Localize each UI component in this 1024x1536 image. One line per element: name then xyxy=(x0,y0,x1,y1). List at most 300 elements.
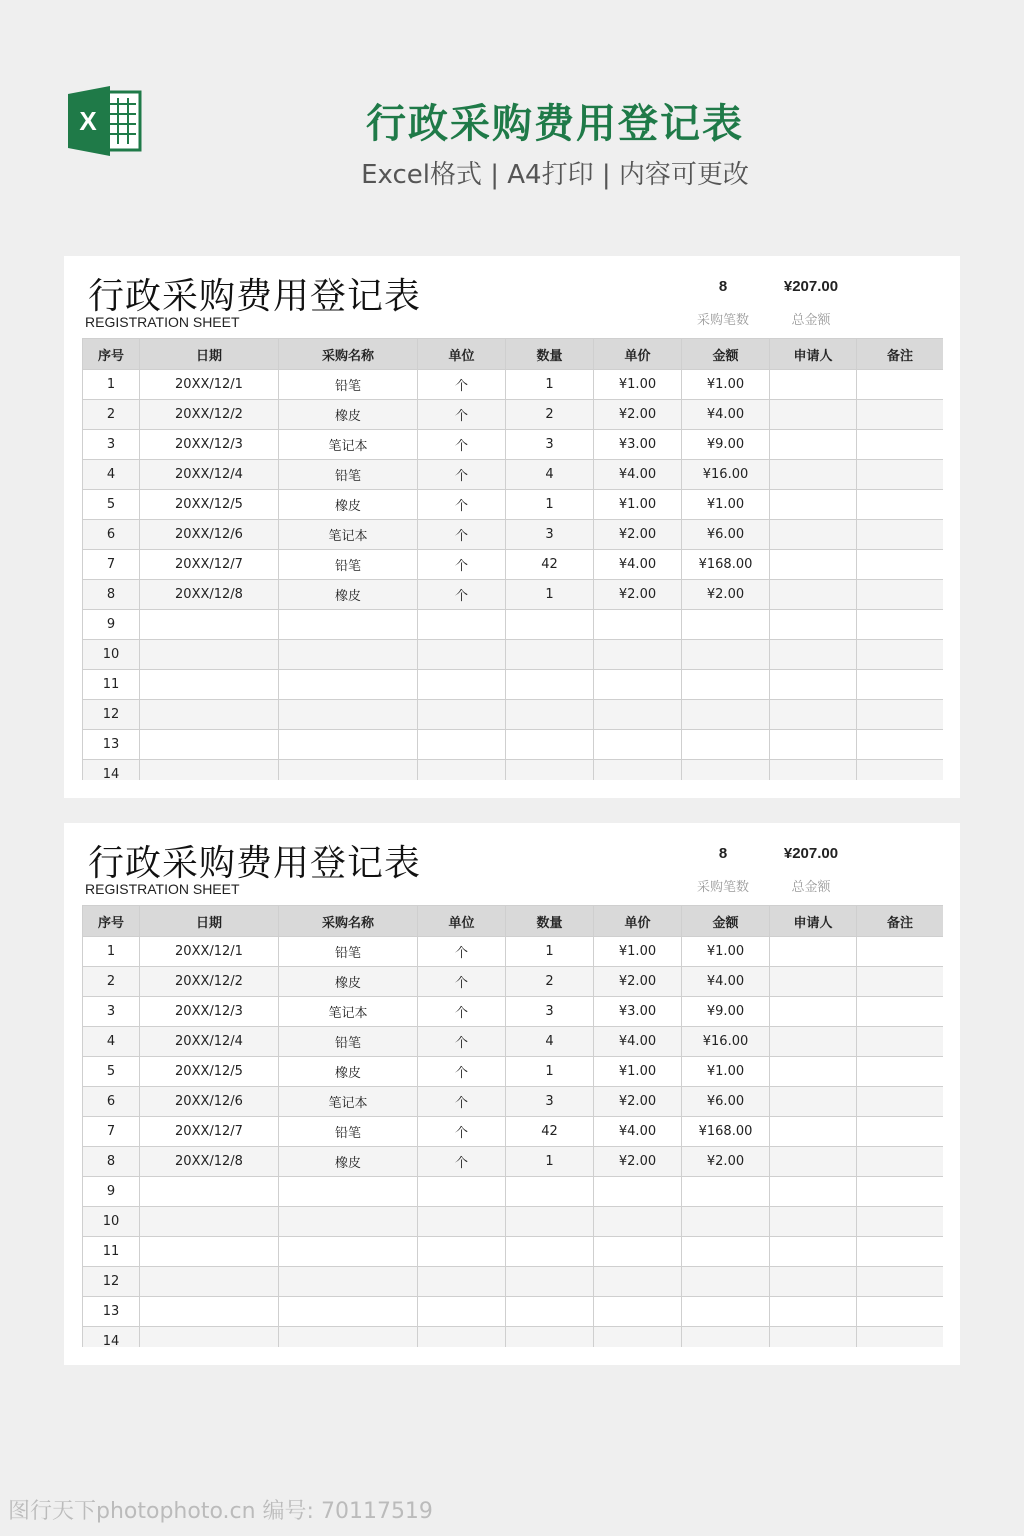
cell-col-applicant[interactable] xyxy=(770,490,857,520)
cell-col-quantity[interactable]: 4 xyxy=(506,460,594,490)
cell-col-item-name[interactable]: 笔记本 xyxy=(279,1087,418,1117)
cell-col-item-name[interactable]: 铅笔 xyxy=(279,1117,418,1147)
cell-col-remark[interactable] xyxy=(857,1297,944,1327)
cell-col-quantity[interactable]: 1 xyxy=(506,937,594,967)
cell-col-remark[interactable] xyxy=(857,640,944,670)
cell-col-amount[interactable]: ¥2.00 xyxy=(682,580,770,610)
cell-col-index[interactable]: 9 xyxy=(83,1177,140,1207)
table-row xyxy=(83,400,944,430)
stat-total-label: 总金额 xyxy=(791,880,831,895)
cell-col-unit-price[interactable]: ¥1.00 xyxy=(594,370,682,400)
cell-col-quantity[interactable] xyxy=(506,640,594,670)
cell-col-quantity[interactable]: 1 xyxy=(506,1147,594,1177)
registration-table xyxy=(82,338,943,780)
cell-col-item-name[interactable] xyxy=(279,700,418,730)
cell-col-amount[interactable] xyxy=(682,730,770,760)
header-col-applicant: 申请人 xyxy=(770,906,857,937)
cell-col-applicant[interactable] xyxy=(770,1237,857,1267)
cell-col-amount[interactable] xyxy=(682,760,770,781)
cell-col-amount[interactable]: ¥168.00 xyxy=(682,550,770,580)
cell-col-quantity[interactable] xyxy=(506,610,594,640)
cell-col-applicant[interactable] xyxy=(770,370,857,400)
cell-col-date[interactable]: 20XX/12/8 xyxy=(140,580,279,610)
cell-col-unit-price[interactable] xyxy=(594,640,682,670)
cell-col-date[interactable] xyxy=(140,1177,279,1207)
table-row xyxy=(83,1267,944,1297)
cell-col-applicant[interactable] xyxy=(770,1327,857,1348)
cell-col-date[interactable]: 20XX/12/4 xyxy=(140,460,279,490)
watermark-text: 图行天下photophoto.cn 编号: 70117519 xyxy=(8,1499,433,1524)
cell-col-amount[interactable]: ¥2.00 xyxy=(682,1147,770,1177)
cell-col-quantity[interactable]: 1 xyxy=(506,370,594,400)
cell-col-remark[interactable] xyxy=(857,1087,944,1117)
cell-col-unit[interactable] xyxy=(418,1237,506,1267)
cell-col-unit[interactable] xyxy=(418,610,506,640)
cell-col-index[interactable]: 2 xyxy=(83,967,140,997)
cell-col-applicant[interactable] xyxy=(770,1147,857,1177)
cell-col-item-name[interactable]: 橡皮 xyxy=(279,490,418,520)
stat-count xyxy=(678,278,768,328)
cell-col-unit[interactable]: 个 xyxy=(418,1057,506,1087)
cell-col-remark[interactable] xyxy=(857,580,944,610)
cell-col-remark[interactable] xyxy=(857,670,944,700)
cell-col-unit[interactable]: 个 xyxy=(418,1027,506,1057)
cell-col-unit-price[interactable]: ¥2.00 xyxy=(594,400,682,430)
cell-col-unit-price[interactable] xyxy=(594,1177,682,1207)
cell-col-item-name[interactable]: 铅笔 xyxy=(279,550,418,580)
cell-col-remark[interactable] xyxy=(857,370,944,400)
header-col-quantity: 数量 xyxy=(506,339,594,370)
cell-col-quantity[interactable]: 3 xyxy=(506,430,594,460)
stat-total xyxy=(766,278,856,328)
cell-col-index[interactable]: 14 xyxy=(83,760,140,781)
cell-col-date[interactable] xyxy=(140,1237,279,1267)
cell-col-unit[interactable]: 个 xyxy=(418,430,506,460)
table-row xyxy=(83,1327,944,1348)
cell-col-unit[interactable]: 个 xyxy=(418,1087,506,1117)
header-col-date: 日期 xyxy=(140,906,279,937)
cell-col-unit[interactable]: 个 xyxy=(418,1117,506,1147)
header-col-index: 序号 xyxy=(83,906,140,937)
cell-col-applicant[interactable] xyxy=(770,610,857,640)
table-header-row xyxy=(83,906,944,937)
cell-col-unit-price[interactable]: ¥2.00 xyxy=(594,967,682,997)
cell-col-index[interactable]: 5 xyxy=(83,1057,140,1087)
cell-col-quantity[interactable]: 42 xyxy=(506,1117,594,1147)
header-col-item-name: 采购名称 xyxy=(279,339,418,370)
cell-col-unit-price[interactable]: ¥3.00 xyxy=(594,997,682,1027)
cell-col-applicant[interactable] xyxy=(770,550,857,580)
cell-col-amount[interactable] xyxy=(682,1297,770,1327)
cell-col-unit[interactable]: 个 xyxy=(418,1147,506,1177)
cell-col-item-name[interactable] xyxy=(279,760,418,781)
cell-col-date[interactable] xyxy=(140,700,279,730)
cell-col-amount[interactable] xyxy=(682,1327,770,1348)
cell-col-quantity[interactable]: 3 xyxy=(506,520,594,550)
cell-col-quantity[interactable]: 1 xyxy=(506,1057,594,1087)
cell-col-unit-price[interactable] xyxy=(594,1327,682,1348)
cell-col-remark[interactable] xyxy=(857,1207,944,1237)
cell-col-date[interactable]: 20XX/12/6 xyxy=(140,520,279,550)
cell-col-quantity[interactable]: 3 xyxy=(506,997,594,1027)
cell-col-amount[interactable]: ¥168.00 xyxy=(682,1117,770,1147)
table-row xyxy=(83,670,944,700)
cell-col-quantity[interactable] xyxy=(506,730,594,760)
cell-col-applicant[interactable] xyxy=(770,937,857,967)
cell-col-remark[interactable] xyxy=(857,1147,944,1177)
cell-col-item-name[interactable]: 铅笔 xyxy=(279,937,418,967)
cell-col-date[interactable] xyxy=(140,640,279,670)
header-col-unit-price: 单价 xyxy=(594,906,682,937)
cell-col-index[interactable]: 4 xyxy=(83,1027,140,1057)
cell-col-index[interactable]: 9 xyxy=(83,610,140,640)
cell-col-unit[interactable]: 个 xyxy=(418,490,506,520)
cell-col-applicant[interactable] xyxy=(770,580,857,610)
cell-col-amount[interactable]: ¥4.00 xyxy=(682,967,770,997)
cell-col-remark[interactable] xyxy=(857,730,944,760)
cell-col-quantity[interactable] xyxy=(506,1267,594,1297)
header-col-date: 日期 xyxy=(140,339,279,370)
cell-col-index[interactable]: 12 xyxy=(83,700,140,730)
cell-col-unit[interactable] xyxy=(418,730,506,760)
cell-col-applicant[interactable] xyxy=(770,967,857,997)
cell-col-amount[interactable] xyxy=(682,1237,770,1267)
cell-col-unit-price[interactable] xyxy=(594,1267,682,1297)
cell-col-item-name[interactable] xyxy=(279,1267,418,1297)
cell-col-amount[interactable]: ¥4.00 xyxy=(682,400,770,430)
cell-col-date[interactable]: 20XX/12/4 xyxy=(140,1027,279,1057)
cell-col-applicant[interactable] xyxy=(770,520,857,550)
cell-col-unit[interactable] xyxy=(418,1297,506,1327)
cell-col-remark[interactable] xyxy=(857,1117,944,1147)
header-col-quantity: 数量 xyxy=(506,906,594,937)
cell-col-amount[interactable] xyxy=(682,670,770,700)
cell-col-unit[interactable] xyxy=(418,760,506,781)
cell-col-remark[interactable] xyxy=(857,997,944,1027)
cell-col-remark[interactable] xyxy=(857,1177,944,1207)
cell-col-amount[interactable] xyxy=(682,1207,770,1237)
table-row xyxy=(83,760,944,781)
sheet-subtitle: REGISTRATION SHEET xyxy=(85,881,240,897)
cell-col-date[interactable] xyxy=(140,670,279,700)
cell-col-quantity[interactable] xyxy=(506,1177,594,1207)
cell-col-quantity[interactable]: 2 xyxy=(506,400,594,430)
table-row xyxy=(83,937,944,967)
cell-col-amount[interactable] xyxy=(682,700,770,730)
cell-col-applicant[interactable] xyxy=(770,640,857,670)
cell-col-unit-price[interactable] xyxy=(594,730,682,760)
cell-col-unit[interactable] xyxy=(418,1267,506,1297)
cell-col-index[interactable]: 6 xyxy=(83,520,140,550)
cell-col-index[interactable]: 3 xyxy=(83,430,140,460)
cell-col-index[interactable]: 7 xyxy=(83,550,140,580)
cell-col-unit-price[interactable]: ¥4.00 xyxy=(594,1027,682,1057)
cell-col-quantity[interactable] xyxy=(506,760,594,781)
cell-col-remark[interactable] xyxy=(857,460,944,490)
cell-col-index[interactable]: 3 xyxy=(83,997,140,1027)
cell-col-date[interactable] xyxy=(140,1267,279,1297)
cell-col-item-name[interactable]: 橡皮 xyxy=(279,1147,418,1177)
cell-col-unit[interactable] xyxy=(418,700,506,730)
cell-col-remark[interactable] xyxy=(857,937,944,967)
cell-col-index[interactable]: 13 xyxy=(83,730,140,760)
cell-col-item-name[interactable] xyxy=(279,1207,418,1237)
cell-col-date[interactable]: 20XX/12/3 xyxy=(140,430,279,460)
cell-col-index[interactable]: 12 xyxy=(83,1267,140,1297)
cell-col-index[interactable]: 10 xyxy=(83,1207,140,1237)
cell-col-date[interactable]: 20XX/12/7 xyxy=(140,550,279,580)
svg-text:X: X xyxy=(79,106,97,136)
cell-col-remark[interactable] xyxy=(857,610,944,640)
stat-count xyxy=(678,845,768,895)
cell-col-index[interactable]: 8 xyxy=(83,580,140,610)
cell-col-applicant[interactable] xyxy=(770,1027,857,1057)
cell-col-quantity[interactable]: 1 xyxy=(506,580,594,610)
cell-col-date[interactable]: 20XX/12/8 xyxy=(140,1147,279,1177)
cell-col-amount[interactable]: ¥1.00 xyxy=(682,937,770,967)
cell-col-quantity[interactable] xyxy=(506,1237,594,1267)
cell-col-unit[interactable]: 个 xyxy=(418,580,506,610)
cell-col-unit-price[interactable]: ¥4.00 xyxy=(594,1117,682,1147)
cell-col-index[interactable]: 6 xyxy=(83,1087,140,1117)
cell-col-date[interactable]: 20XX/12/2 xyxy=(140,967,279,997)
cell-col-amount[interactable]: ¥6.00 xyxy=(682,1087,770,1117)
cell-col-date[interactable]: 20XX/12/5 xyxy=(140,1057,279,1087)
cell-col-amount[interactable]: ¥1.00 xyxy=(682,1057,770,1087)
cell-col-item-name[interactable]: 笔记本 xyxy=(279,430,418,460)
cell-col-amount[interactable] xyxy=(682,1177,770,1207)
cell-col-unit[interactable]: 个 xyxy=(418,967,506,997)
cell-col-unit-price[interactable] xyxy=(594,760,682,781)
cell-col-index[interactable]: 11 xyxy=(83,1237,140,1267)
cell-col-unit[interactable]: 个 xyxy=(418,997,506,1027)
cell-col-date[interactable]: 20XX/12/6 xyxy=(140,1087,279,1117)
cell-col-remark[interactable] xyxy=(857,490,944,520)
cell-col-unit-price[interactable]: ¥2.00 xyxy=(594,580,682,610)
cell-col-quantity[interactable]: 1 xyxy=(506,490,594,520)
table-row xyxy=(83,997,944,1027)
table-row xyxy=(83,1117,944,1147)
header-col-index: 序号 xyxy=(83,339,140,370)
cell-col-remark[interactable] xyxy=(857,550,944,580)
cell-col-applicant[interactable] xyxy=(770,1087,857,1117)
cell-col-item-name[interactable]: 橡皮 xyxy=(279,1057,418,1087)
cell-col-unit-price[interactable] xyxy=(594,700,682,730)
cell-col-index[interactable]: 1 xyxy=(83,370,140,400)
cell-col-quantity[interactable] xyxy=(506,670,594,700)
cell-col-remark[interactable] xyxy=(857,1267,944,1297)
cell-col-remark[interactable] xyxy=(857,700,944,730)
table-row xyxy=(83,580,944,610)
cell-col-quantity[interactable]: 4 xyxy=(506,1027,594,1057)
cell-col-remark[interactable] xyxy=(857,1327,944,1348)
cell-col-quantity[interactable] xyxy=(506,700,594,730)
cell-col-date[interactable]: 20XX/12/3 xyxy=(140,997,279,1027)
page-header xyxy=(0,0,1024,240)
table-row xyxy=(83,1297,944,1327)
cell-col-unit[interactable]: 个 xyxy=(418,460,506,490)
cell-col-unit[interactable]: 个 xyxy=(418,400,506,430)
cell-col-item-name[interactable]: 铅笔 xyxy=(279,1027,418,1057)
cell-col-unit[interactable] xyxy=(418,1207,506,1237)
cell-col-index[interactable]: 10 xyxy=(83,640,140,670)
cell-col-date[interactable]: 20XX/12/1 xyxy=(140,937,279,967)
header-col-remark: 备注 xyxy=(857,906,944,937)
cell-col-unit-price[interactable]: ¥2.00 xyxy=(594,1147,682,1177)
cell-col-item-name[interactable] xyxy=(279,730,418,760)
header-col-unit: 单位 xyxy=(418,339,506,370)
header-col-item-name: 采购名称 xyxy=(279,906,418,937)
cell-col-applicant[interactable] xyxy=(770,670,857,700)
cell-col-applicant[interactable] xyxy=(770,1207,857,1237)
cell-col-unit[interactable] xyxy=(418,640,506,670)
cell-col-amount[interactable]: ¥9.00 xyxy=(682,430,770,460)
stat-total xyxy=(766,845,856,895)
cell-col-unit-price[interactable]: ¥1.00 xyxy=(594,490,682,520)
cell-col-applicant[interactable] xyxy=(770,1057,857,1087)
cell-col-remark[interactable] xyxy=(857,1237,944,1267)
cell-col-quantity[interactable]: 42 xyxy=(506,550,594,580)
cell-col-date[interactable] xyxy=(140,1207,279,1237)
cell-col-remark[interactable] xyxy=(857,430,944,460)
cell-col-amount[interactable] xyxy=(682,610,770,640)
cell-col-unit-price[interactable]: ¥1.00 xyxy=(594,1057,682,1087)
cell-col-quantity[interactable]: 3 xyxy=(506,1087,594,1117)
cell-col-date[interactable] xyxy=(140,760,279,781)
cell-col-unit-price[interactable]: ¥2.00 xyxy=(594,520,682,550)
cell-col-unit-price[interactable]: ¥4.00 xyxy=(594,460,682,490)
header-col-unit: 单位 xyxy=(418,906,506,937)
cell-col-unit-price[interactable] xyxy=(594,1297,682,1327)
cell-col-applicant[interactable] xyxy=(770,760,857,781)
cell-col-item-name[interactable]: 橡皮 xyxy=(279,400,418,430)
cell-col-applicant[interactable] xyxy=(770,1117,857,1147)
cell-col-index[interactable]: 2 xyxy=(83,400,140,430)
cell-col-quantity[interactable]: 2 xyxy=(506,967,594,997)
cell-col-remark[interactable] xyxy=(857,520,944,550)
cell-col-item-name[interactable]: 笔记本 xyxy=(279,520,418,550)
cell-col-applicant[interactable] xyxy=(770,730,857,760)
cell-col-unit-price[interactable] xyxy=(594,670,682,700)
table-container xyxy=(82,338,943,780)
cell-col-amount[interactable]: ¥6.00 xyxy=(682,520,770,550)
cell-col-amount[interactable]: ¥1.00 xyxy=(682,370,770,400)
cell-col-applicant[interactable] xyxy=(770,700,857,730)
cell-col-quantity[interactable] xyxy=(506,1327,594,1348)
cell-col-item-name[interactable] xyxy=(279,640,418,670)
cell-col-amount[interactable] xyxy=(682,640,770,670)
cell-col-index[interactable]: 14 xyxy=(83,1327,140,1348)
cell-col-unit-price[interactable]: ¥3.00 xyxy=(594,430,682,460)
cell-col-item-name[interactable] xyxy=(279,1237,418,1267)
cell-col-date[interactable] xyxy=(140,1327,279,1348)
cell-col-unit[interactable]: 个 xyxy=(418,520,506,550)
cell-col-item-name[interactable] xyxy=(279,610,418,640)
cell-col-applicant[interactable] xyxy=(770,460,857,490)
header-col-unit-price: 单价 xyxy=(594,339,682,370)
cell-col-applicant[interactable] xyxy=(770,430,857,460)
cell-col-unit[interactable]: 个 xyxy=(418,550,506,580)
cell-col-item-name[interactable]: 铅笔 xyxy=(279,370,418,400)
cell-col-unit[interactable] xyxy=(418,1177,506,1207)
cell-col-item-name[interactable] xyxy=(279,1297,418,1327)
stat-total-value: ¥207.00 xyxy=(783,845,839,862)
cell-col-date[interactable]: 20XX/12/7 xyxy=(140,1117,279,1147)
cell-col-unit-price[interactable]: ¥1.00 xyxy=(594,937,682,967)
table-row xyxy=(83,1147,944,1177)
cell-col-item-name[interactable] xyxy=(279,670,418,700)
header-col-amount: 金额 xyxy=(682,906,770,937)
cell-col-unit-price[interactable] xyxy=(594,1207,682,1237)
cell-col-unit[interactable] xyxy=(418,1327,506,1348)
cell-col-remark[interactable] xyxy=(857,760,944,781)
cell-col-remark[interactable] xyxy=(857,967,944,997)
cell-col-item-name[interactable] xyxy=(279,1327,418,1348)
table-row xyxy=(83,640,944,670)
cell-col-applicant[interactable] xyxy=(770,1177,857,1207)
sheet-subtitle: REGISTRATION SHEET xyxy=(85,314,240,330)
cell-col-index[interactable]: 1 xyxy=(83,937,140,967)
cell-col-remark[interactable] xyxy=(857,1057,944,1087)
cell-col-item-name[interactable]: 铅笔 xyxy=(279,460,418,490)
cell-col-remark[interactable] xyxy=(857,400,944,430)
table-row xyxy=(83,520,944,550)
cell-col-item-name[interactable]: 笔记本 xyxy=(279,997,418,1027)
cell-col-index[interactable]: 11 xyxy=(83,670,140,700)
cell-col-unit[interactable]: 个 xyxy=(418,937,506,967)
cell-col-amount[interactable]: ¥16.00 xyxy=(682,1027,770,1057)
cell-col-unit-price[interactable] xyxy=(594,1237,682,1267)
cell-col-index[interactable]: 8 xyxy=(83,1147,140,1177)
cell-col-item-name[interactable]: 橡皮 xyxy=(279,967,418,997)
cell-col-unit[interactable]: 个 xyxy=(418,370,506,400)
cell-col-applicant[interactable] xyxy=(770,1297,857,1327)
cell-col-index[interactable]: 13 xyxy=(83,1297,140,1327)
cell-col-applicant[interactable] xyxy=(770,400,857,430)
cell-col-applicant[interactable] xyxy=(770,997,857,1027)
cell-col-unit[interactable] xyxy=(418,670,506,700)
cell-col-quantity[interactable] xyxy=(506,1207,594,1237)
cell-col-item-name[interactable] xyxy=(279,1177,418,1207)
table-row xyxy=(83,1087,944,1117)
cell-col-amount[interactable]: ¥16.00 xyxy=(682,460,770,490)
cell-col-date[interactable] xyxy=(140,1297,279,1327)
table-row xyxy=(83,967,944,997)
cell-col-unit-price[interactable]: ¥2.00 xyxy=(594,1087,682,1117)
cell-col-amount[interactable]: ¥9.00 xyxy=(682,997,770,1027)
cell-col-index[interactable]: 4 xyxy=(83,460,140,490)
cell-col-amount[interactable] xyxy=(682,1267,770,1297)
cell-col-date[interactable] xyxy=(140,610,279,640)
cell-col-unit-price[interactable] xyxy=(594,610,682,640)
cell-col-date[interactable]: 20XX/12/5 xyxy=(140,490,279,520)
stat-count-value: 8 xyxy=(718,278,728,295)
cell-col-unit-price[interactable]: ¥4.00 xyxy=(594,550,682,580)
cell-col-applicant[interactable] xyxy=(770,1267,857,1297)
cell-col-quantity[interactable] xyxy=(506,1297,594,1327)
table-row xyxy=(83,700,944,730)
cell-col-index[interactable]: 5 xyxy=(83,490,140,520)
cell-col-amount[interactable]: ¥1.00 xyxy=(682,490,770,520)
cell-col-date[interactable]: 20XX/12/1 xyxy=(140,370,279,400)
cell-col-index[interactable]: 7 xyxy=(83,1117,140,1147)
table-row xyxy=(83,1027,944,1057)
cell-col-date[interactable] xyxy=(140,730,279,760)
cell-col-item-name[interactable]: 橡皮 xyxy=(279,580,418,610)
cell-col-remark[interactable] xyxy=(857,1027,944,1057)
header-col-amount: 金额 xyxy=(682,339,770,370)
cell-col-date[interactable]: 20XX/12/2 xyxy=(140,400,279,430)
